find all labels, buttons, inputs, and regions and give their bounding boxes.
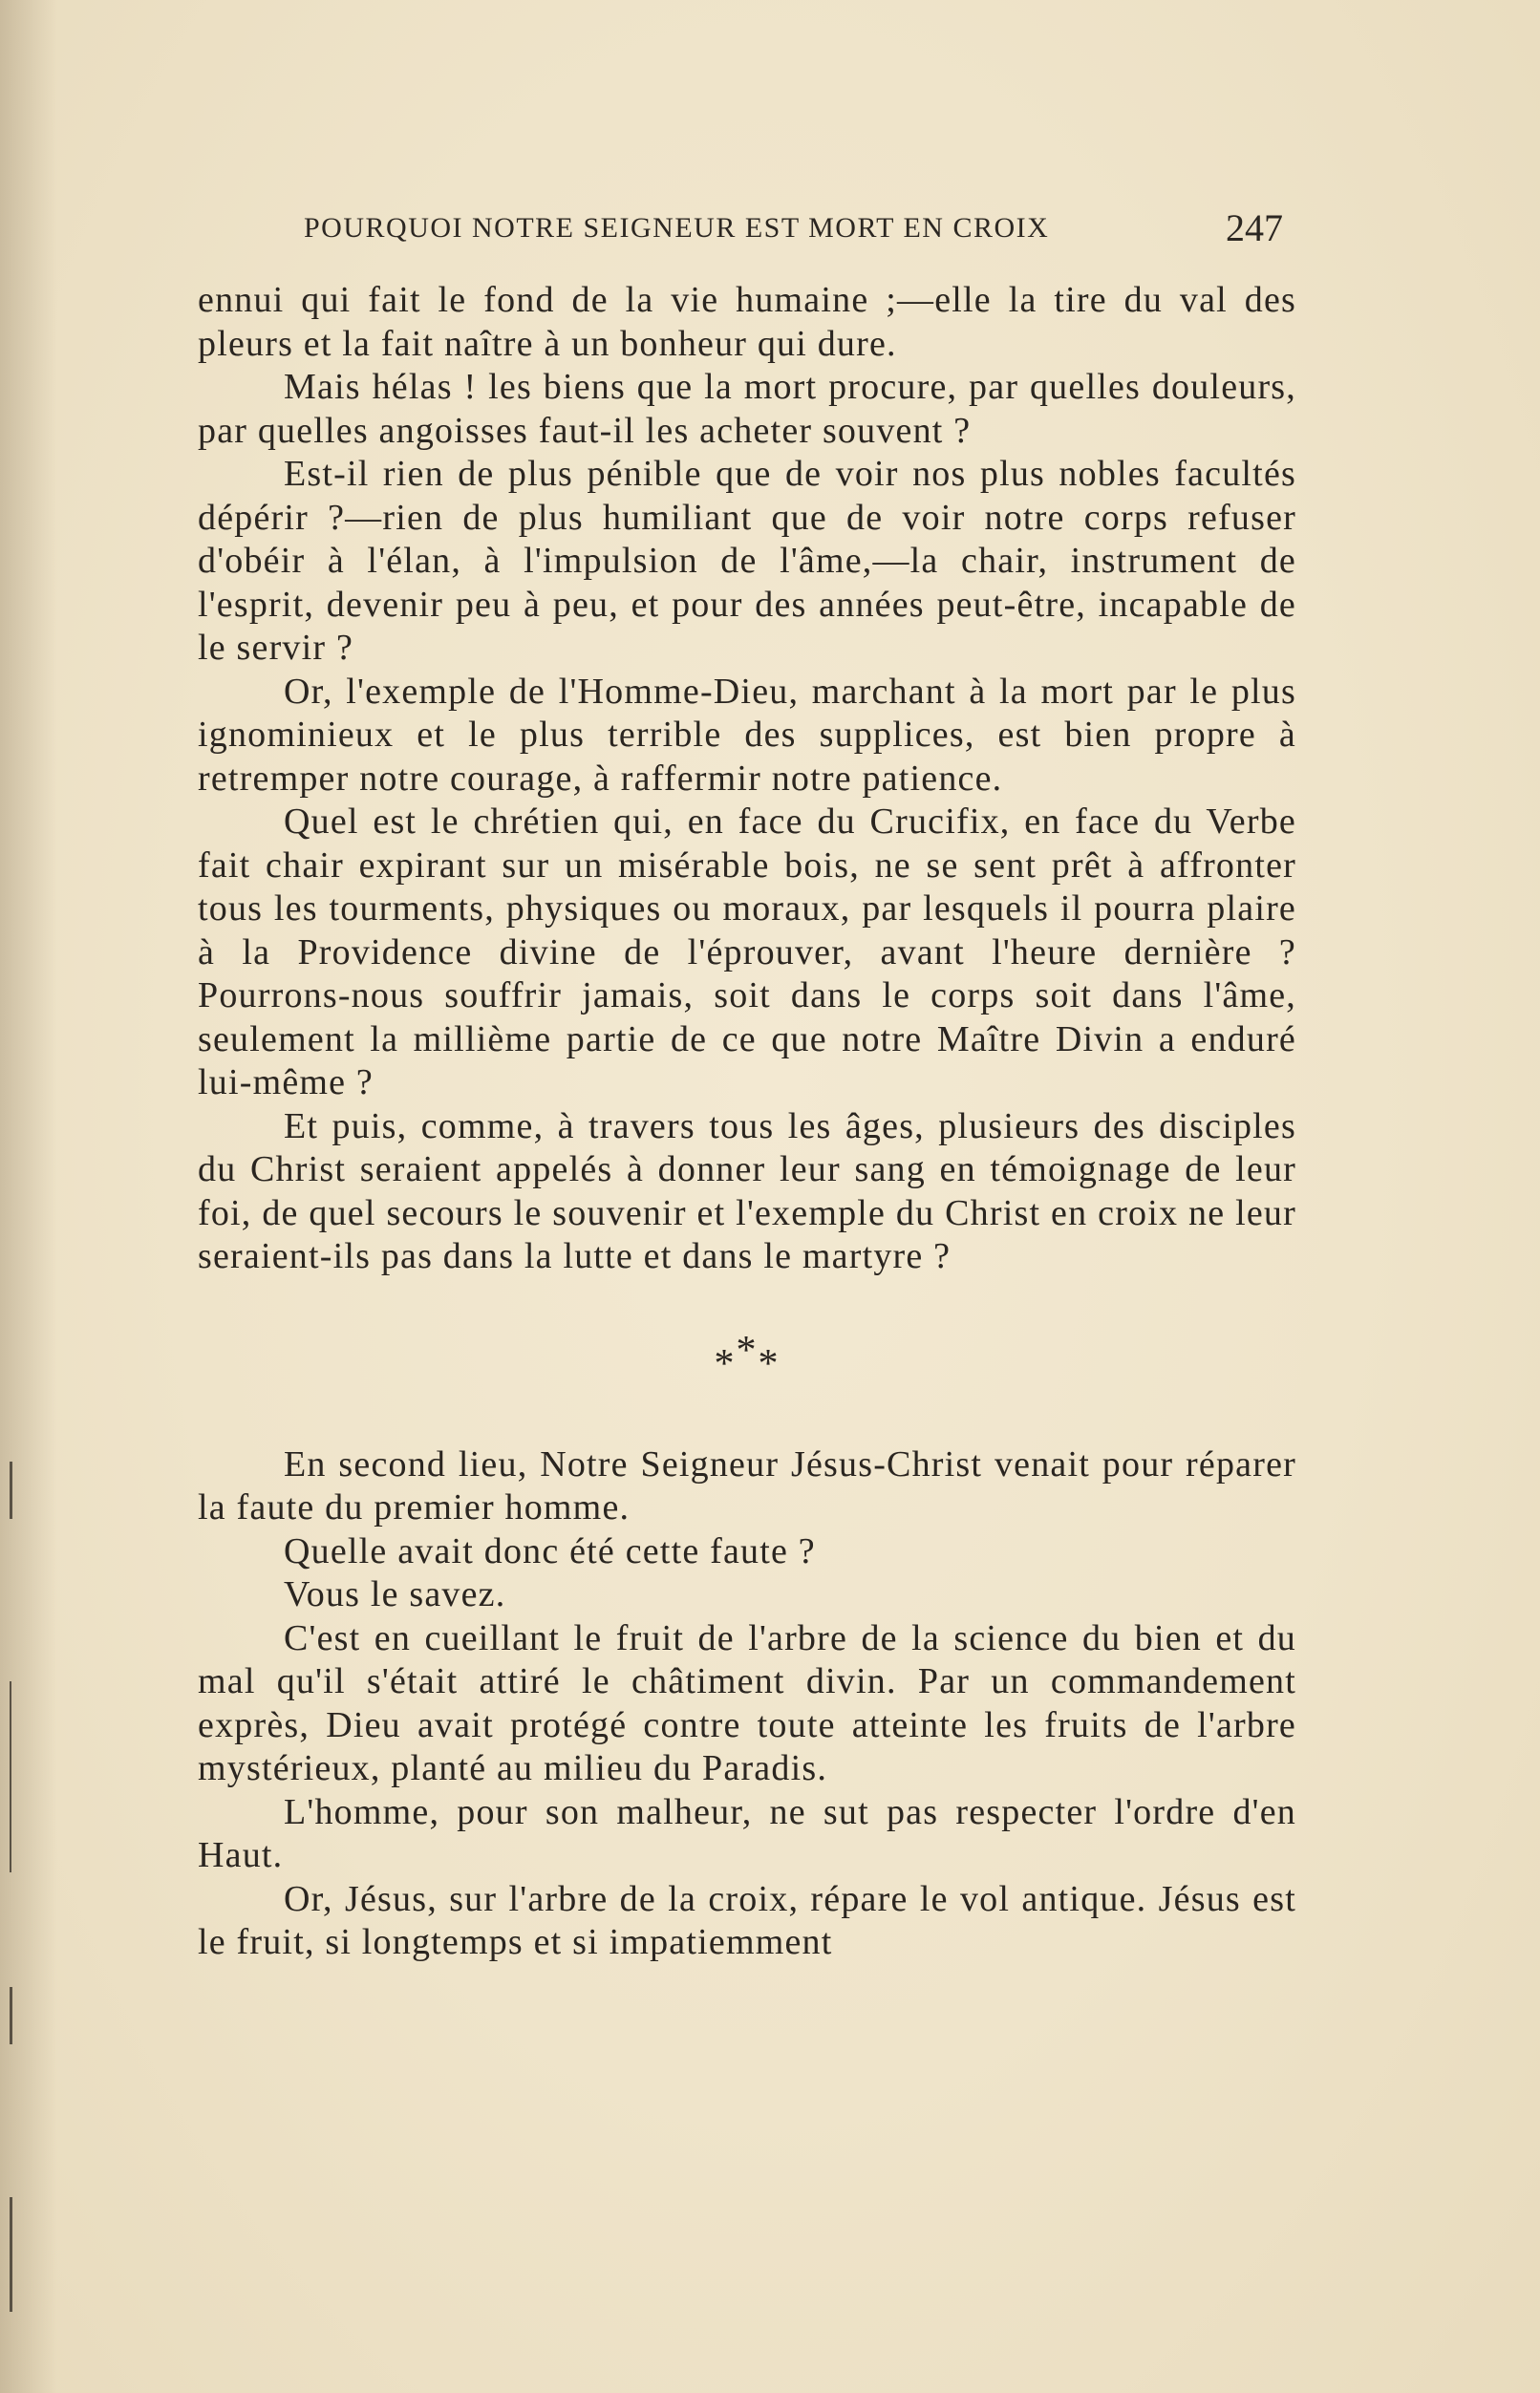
binding-mark	[10, 1987, 12, 2044]
paragraph: Et puis, comme, à travers tous les âges, plusieurs des disciples du Christ seraient appelés à donner leur sang en témoignage de leur foi, de quel secours le souvenir et l'exemple du Christ en croix ne leur seraient-ils pas dans la lutte et dans le martyre ?	[198, 1105, 1296, 1276]
paragraph: C'est en cueillant le fruit de l'arbre de la science du bien et du mal qu'il s'était attiré le châtiment divin. Par un commandement exprès, Dieu avait protégé contre toute atteinte les fruits de l'arbre mystérieux, planté au milieu du Paradis.	[198, 1617, 1296, 1788]
running-head: POURQUOI NOTRE SEIGNEUR EST MORT EN CROIX	[304, 212, 1050, 244]
section-break-asterism	[198, 1328, 1296, 1386]
page-number: 247	[1226, 206, 1283, 249]
paragraph: L'homme, pour son malheur, ne sut pas respecter l'ordre d'en Haut.	[198, 1791, 1296, 1875]
paragraph: Or, l'exemple de l'Homme-Dieu, marchant à la mort par le plus ignominieux et le plus terrible des supplices, est bien propre à retremper notre courage, à raffermir notre patience.	[198, 671, 1296, 799]
paragraph: Vous le savez.	[284, 1574, 506, 1614]
paragraph: Or, Jésus, sur l'arbre de la croix, répare le vol antique. Jésus est le fruit, si longtemps et si impatiemment	[198, 1878, 1296, 1962]
asterism-star: *	[758, 1341, 781, 1386]
paragraph: Quel est le chrétien qui, en face du Crucifix, en face du Verbe fait chair expirant sur un misérable bois, ne se sent prêt à affronter tous les tourments, physiques ou moraux, par lesquels il pourra plaire à la Providence divine de l'éprouver, avant l'heure dernière ? Pourrons-nous souffrir jamais, soit dans le corps soit dans l'âme, seulement la millième partie de ce que notre Maître Divin a enduré lui-même ?	[198, 801, 1296, 1102]
body-text	[198, 279, 1296, 1965]
asterism-star: *	[736, 1328, 759, 1373]
paragraph: Est-il rien de plus pénible que de voir nos plus nobles facultés dépérir ?—rien de plus humiliant que de voir notre corps refuser d'obéir à l'élan, à l'impulsion de l'âme,—la chair, instrument de l'esprit, devenir peu à peu, et pour des années peut-être, incapable de le servir ?	[198, 454, 1296, 668]
binding-mark	[10, 1681, 11, 1872]
paragraph: Mais hélas ! les biens que la mort procure, par quelles douleurs, par quelles angoisses faut-il les acheter souvent ?	[198, 367, 1296, 451]
binding-gutter-shadow	[0, 0, 57, 2393]
paragraph: Quelle avait donc été cette faute ?	[284, 1530, 816, 1571]
asterism-star: *	[714, 1341, 737, 1386]
paragraph: ennui qui fait le fond de la vie humaine ;—elle la tire du val des pleurs et la fait naître à un bonheur qui dure.	[198, 280, 1296, 364]
paragraph: En second lieu, Notre Seigneur Jésus-Christ venait pour réparer la faute du premier homme.	[198, 1443, 1296, 1528]
binding-mark	[10, 1462, 12, 1519]
binding-mark	[10, 2197, 12, 2312]
